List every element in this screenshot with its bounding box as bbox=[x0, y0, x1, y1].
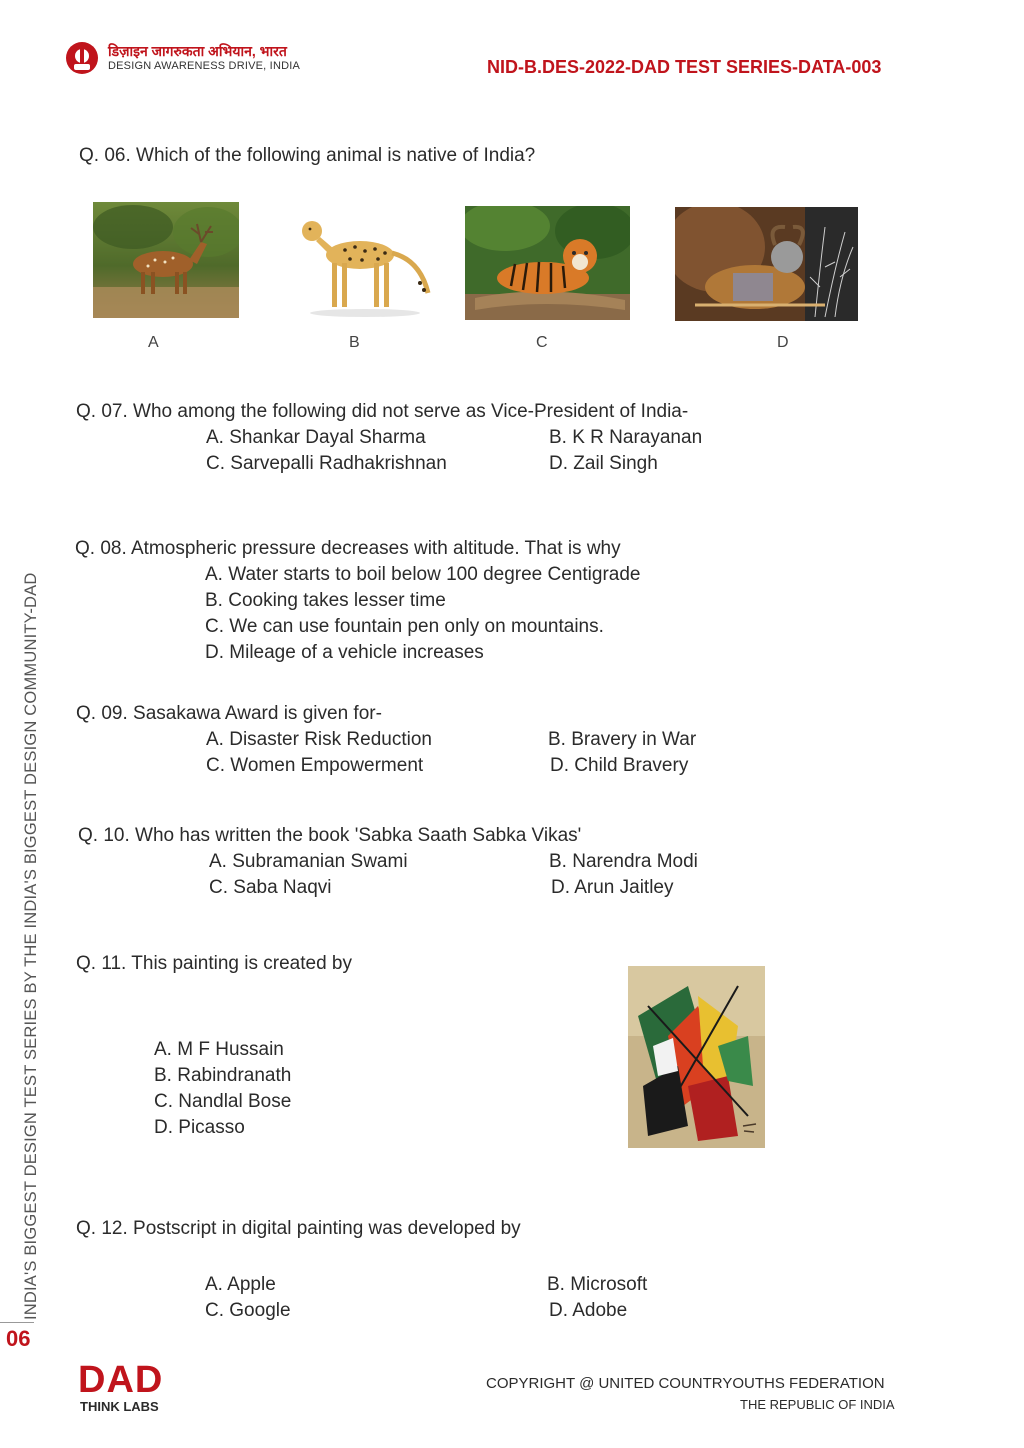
q10-option-d: D. Arun Jaitley bbox=[551, 877, 674, 898]
question-12: Q. 12. Postscript in digital painting was developed by bbox=[76, 1218, 521, 1239]
question-07: Q. 07. Who among the following did not serve as Vice-President of India- bbox=[76, 401, 689, 422]
series-id: NID-B.DES-2022-DAD TEST SERIES-DATA-003 bbox=[487, 57, 882, 77]
q12-option-b: B. Microsoft bbox=[547, 1274, 648, 1295]
q11-painting-image bbox=[628, 966, 765, 1148]
q06-label-c: C bbox=[536, 334, 548, 351]
q06-option-a-image bbox=[93, 202, 239, 318]
q09-option-c: C. Women Empowerment bbox=[206, 755, 424, 776]
q10-option-b: B. Narendra Modi bbox=[549, 851, 698, 872]
q10-option-c: C. Saba Naqvi bbox=[209, 877, 332, 898]
q09-option-b: B. Bravery in War bbox=[548, 729, 697, 750]
question-06: Q. 06. Which of the following animal is native of India? bbox=[79, 145, 536, 166]
page-number-divider bbox=[0, 1322, 34, 1323]
q06-label-b: B bbox=[349, 334, 360, 351]
q07-option-a: A. Shankar Dayal Sharma bbox=[206, 427, 426, 448]
tiger-photo-icon bbox=[465, 206, 630, 320]
q12-option-d: D. Adobe bbox=[549, 1300, 628, 1321]
q07-option-c: C. Sarvepalli Radhakrishnan bbox=[206, 453, 447, 474]
q08-option-a: A. Water starts to boil below 100 degree Centigrade bbox=[205, 564, 641, 585]
q07-option-b: B. K R Narayanan bbox=[549, 427, 703, 448]
q06-label-d: D bbox=[777, 334, 789, 351]
page-number: 06 bbox=[6, 1326, 31, 1351]
cheetah-photo-icon bbox=[290, 205, 438, 318]
question-08: Q. 08. Atmospheric pressure decreases with altitude. That is why bbox=[75, 538, 621, 559]
deer-photo-icon bbox=[93, 202, 239, 318]
brand-english-title: DESIGN AWARENESS DRIVE, INDIA bbox=[108, 60, 301, 72]
q09-option-a: A. Disaster Risk Reduction bbox=[206, 729, 432, 750]
q08-option-b: B. Cooking takes lesser time bbox=[205, 590, 446, 611]
header-logo bbox=[64, 40, 100, 76]
footer-republic: THE REPUBLIC OF INDIA bbox=[740, 1397, 895, 1412]
q08-option-c: C. We can use fountain pen only on mountains. bbox=[205, 616, 604, 637]
q06-option-d-image bbox=[675, 207, 858, 321]
q06-label-a: A bbox=[148, 334, 159, 351]
q12-option-a: A. Apple bbox=[205, 1274, 276, 1295]
footer-copyright: COPYRIGHT @ UNITED COUNTRYOUTHS FEDERATION bbox=[486, 1375, 885, 1392]
question-10: Q. 10. Who has written the book 'Sabka Saath Sabka Vikas' bbox=[78, 825, 582, 846]
q11-option-b: B. Rabindranath bbox=[154, 1065, 292, 1086]
brand-logo-icon bbox=[64, 40, 100, 76]
footer-logo-thinklabs: THINK LABS bbox=[80, 1399, 159, 1414]
abstract-painting-icon bbox=[628, 966, 765, 1148]
q06-option-b-image bbox=[290, 205, 438, 318]
q09-option-d: D. Child Bravery bbox=[550, 755, 689, 776]
question-11: Q. 11. This painting is created by bbox=[76, 953, 353, 974]
brand-hindi-title: डिज़ाइन जागरुकता अभियान, भारत bbox=[108, 43, 287, 59]
q08-option-d: D. Mileage of a vehicle increases bbox=[205, 642, 484, 663]
q10-option-a: A. Subramanian Swami bbox=[209, 851, 408, 872]
footer-logo-dad: DAD bbox=[78, 1359, 164, 1401]
sidebar-vertical-text: INDIA'S BIGGEST DESIGN TEST SERIES BY THE INDIA'S BIGGEST DESIGN COMMUNITY-DAD bbox=[22, 572, 40, 1320]
q12-option-c: C. Google bbox=[205, 1300, 291, 1321]
q06-option-c-image bbox=[465, 206, 630, 320]
question-09: Q. 09. Sasakawa Award is given for- bbox=[76, 703, 382, 724]
q11-option-d: D. Picasso bbox=[154, 1117, 245, 1138]
q11-option-a: A. M F Hussain bbox=[154, 1039, 284, 1060]
q07-option-d: D. Zail Singh bbox=[549, 453, 658, 474]
mythical-beast-painting-icon bbox=[675, 207, 858, 321]
q11-option-c: C. Nandlal Bose bbox=[154, 1091, 292, 1112]
